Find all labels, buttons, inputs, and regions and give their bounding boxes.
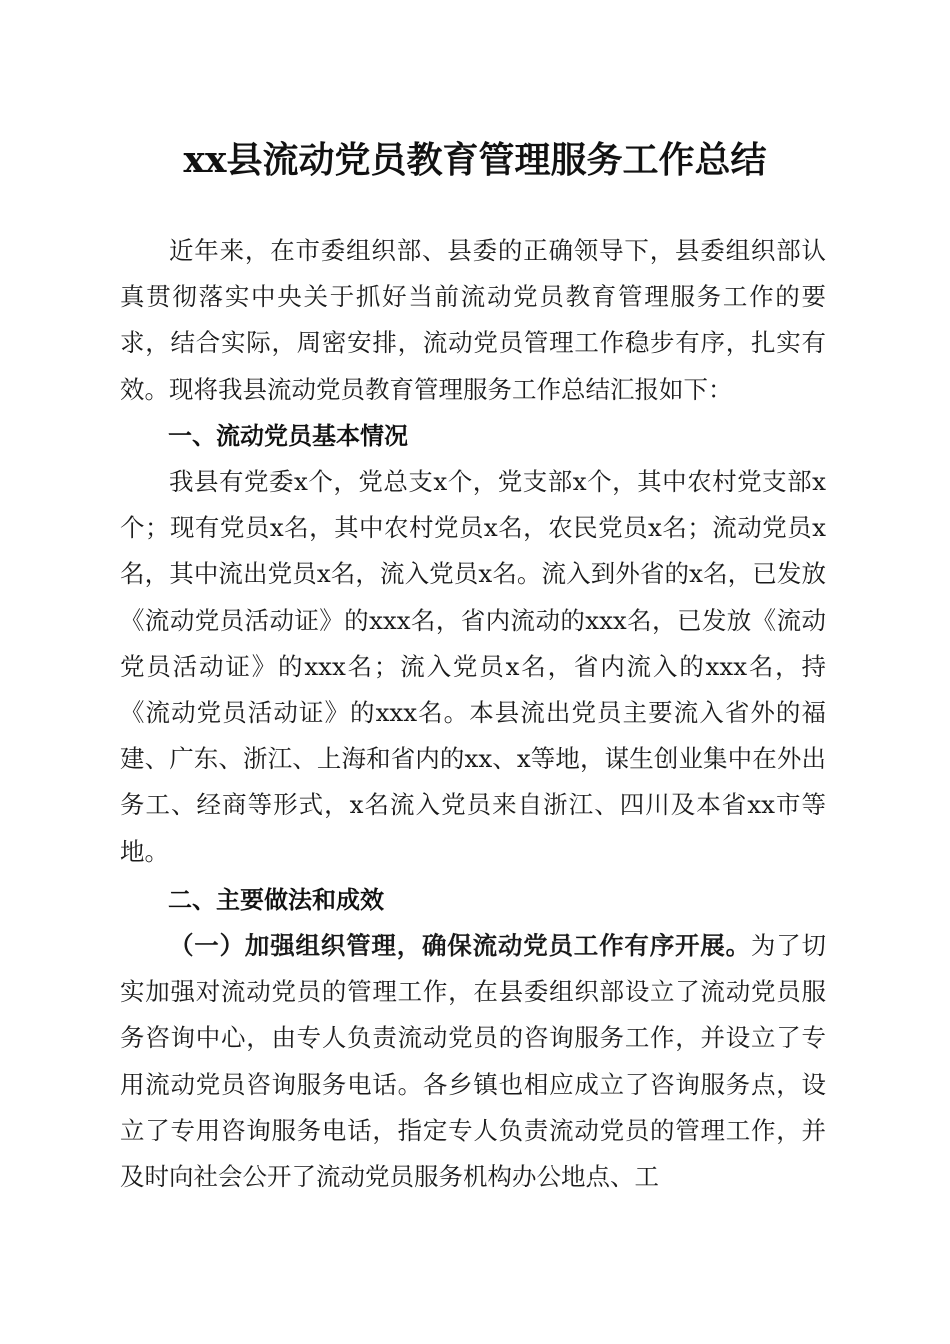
document-body [120,228,826,1200]
document-title: xx县流动党员教育管理服务工作总结 [183,139,767,181]
section-2-paragraph [120,923,826,1200]
intro-paragraph: 近年来，在市委组织部、县委的正确领导下，县委组织部认真贯彻落实中央关于抓好当前流动党员教育管理服务工作的要求，结合实际，周密安排，流动党员管理工作稳步有序，扎实有效。现将我县流动党员教育管理服务工作总结汇报如下： [120,236,826,404]
section-1-paragraph: 我县有党委x个，党总支x个，党支部x个，其中农村党支部x个；现有党员x名，其中农村党员x名，农民党员x名；流动党员x名，其中流出党员x名，流入党员x名。流入到外省的x名，已发放《流动党员活动证》的xxx名，省内流动的xxx名，已发放《流动党员活动证》的xxx名；流入党员x名，省内流入的xxx名，持《流动党员活动证》的xxx名。本县流出党员主要流入省外的福建、广东、浙江、上海和省内的xx、x等地，谋生创业集中在外出务工、经商等形式，x名流入党员来自浙江、四川及本省xx市等地。 [120,467,826,866]
section-2-subheading: （一）加强组织管理，确保流动党员工作有序开展。 [169,931,751,961]
section-1-heading: 一、流动党员基本情况 [168,421,408,450]
section-2-heading: 二、主要做法和成效 [168,885,384,914]
section-2-paragraph-text: 为了切实加强对流动党员的管理工作，在县委组织部设立了流动党员服务咨询中心，由专人负责流动党员的咨询服务工作，并设立了专用流动党员咨询服务电话。各乡镇也相应成立了咨询服务点，设立了专用咨询服务电话，指定专人负责流动党员的管理工作，并及时向社会公开了流动党员服务机构办公地点、工 [120,931,827,1192]
